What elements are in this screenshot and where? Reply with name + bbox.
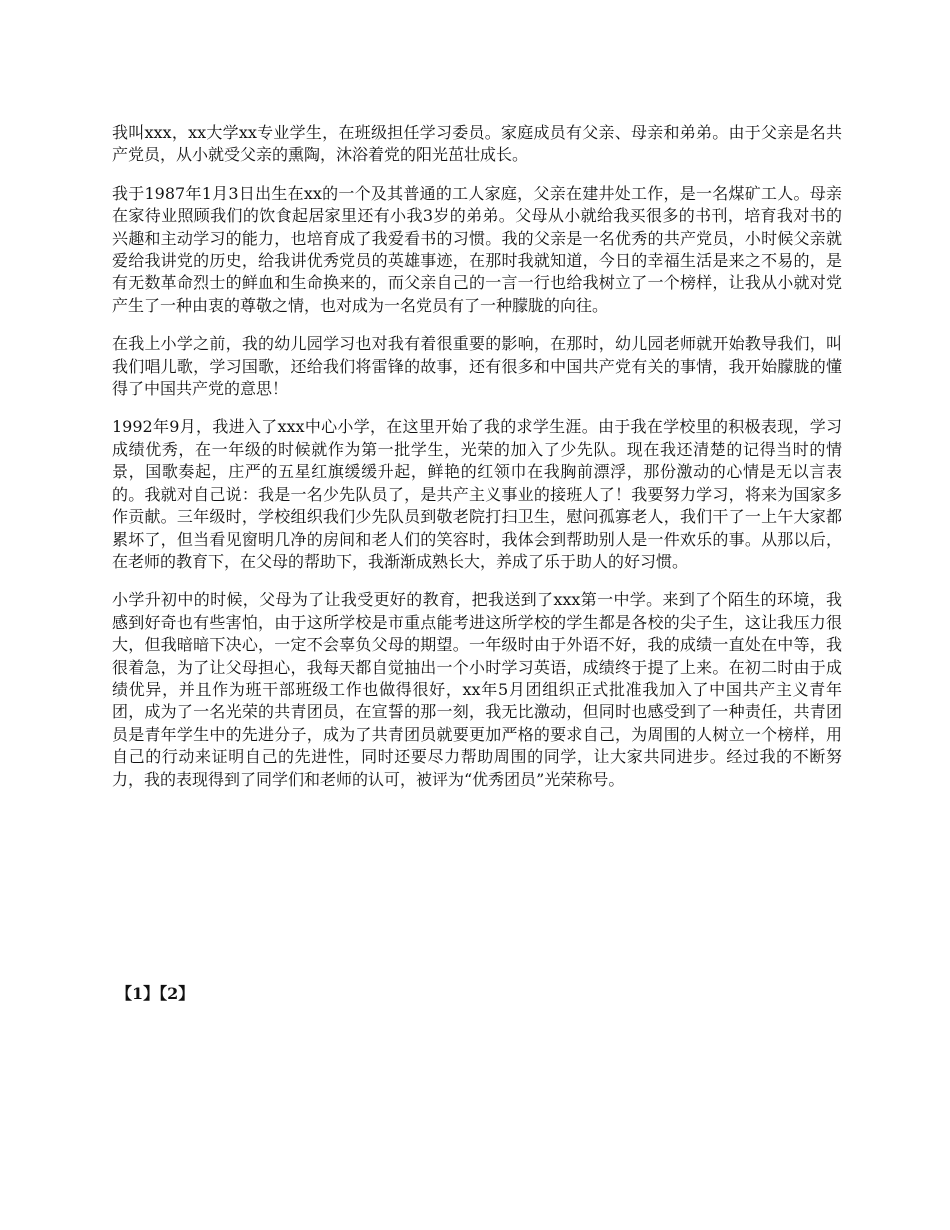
article-body [112,122,842,807]
pagination [116,983,194,1005]
paragraph-family: 我于1987年1月3日出生在xx的一个及其普通的工人家庭，父亲在建井处工作，是一名煤矿工人。母亲在家待业照顾我们的饮食起居家里还有小我3岁的弟弟。父母从小就给我买很多的书刊，培育我对书的兴趣和主动学习的能力，也培育成了我爱看书的习惯。我的父亲是一名优秀的共产党员，小时候父亲就爱给我讲党的历史，给我讲优秀党员的英雄事迹，在那时我就知道，今日的幸福生活是来之不易的，是有无数革命烈士的鲜血和生命换来的，而父亲自己的一言一行也给我树立了一个榜样，让我从小就对党产生了一种由衷的尊敬之情，也对成为一名党员有了一种朦胧的向往。 [112,183,842,315]
paragraph-primary-school: 1992年9月，我进入了xxx中心小学，在这里开始了我的求学生涯。由于我在学校里的积极表现，学习成绩优秀，在一年级的时候就作为第一批学生，光荣的加入了少先队。现在我还清楚的记得当时的情景，国歌奏起，庄严的五星红旗缓缓升起，鲜艳的红领巾在我胸前漂浮，那份激动的心情是无以言表的。我就对自己说：我是一名少先队员了，是共产主义事业的接班人了！我要努力学习，将来为国家多作贡献。三年级时，学校组织我们少先队员到敬老院打扫卫生，慰问孤寡老人，我们干了一上午大家都累坏了，但当看见窗明几净的房间和老人们的笑容时，我体会到帮助别人是一件欢乐的事。从那以后，在老师的教育下，在父母的帮助下，我渐渐成熟长大，养成了乐于助人的好习惯。 [112,417,842,571]
page-link-2[interactable]: 【2】 [159,984,195,1003]
page-link-1[interactable]: 【1】 [116,984,160,1003]
paragraph-middle-school: 小学升初中的时候，父母为了让我受更好的教育，把我送到了xxx第一中学。来到了个陌生的环境，我感到好奇也有些害怕，由于这所学校是市重点能考进这所学校的学生都是各校的尖子生，这让我压力很大，但我暗暗下决心，一定不会辜负父母的期望。一年级时由于外语不好，我的成绩一直处在中等，我很着急，为了让父母担心，我每天都自觉抽出一个小时学习英语，成绩终于提了上来。在初二时由于成绩优异，并且作为班干部班级工作也做得很好，xx年5月团组织正式批准我加入了中国共产主义青年团，成为了一名光荣的共青团员，在宣誓的那一刻，我无比激动，但同时也感受到了一种责任，共青团员是青年学生中的先进分子，成为了共青团员就要更加严格的要求自己，为周围的人树立一个榜样，用自己的行动来证明自己的先进性，同时还要尽力帮助周围的同学，让大家共同进步。经过我的不断努力，我的表现得到了同学们和老师的认可，被评为“优秀团员”光荣称号。 [112,590,842,789]
paragraph-kindergarten: 在我上小学之前，我的幼儿园学习也对我有着很重要的影响，在那时，幼儿园老师就开始教导我们，叫我们唱儿歌，学习国歌，还给我们将雷锋的故事，还有很多和中国共产党有关的事情，我开始朦胧的懂得了中国共产党的意思！ [112,334,842,399]
paragraph-intro: 我叫xxx，xx大学xx专业学生，在班级担任学习委员。家庭成员有父亲、母亲和弟弟。由于父亲是名共产党员，从小就受父亲的熏陶，沐浴着党的阳光茁壮成长。 [112,123,842,165]
